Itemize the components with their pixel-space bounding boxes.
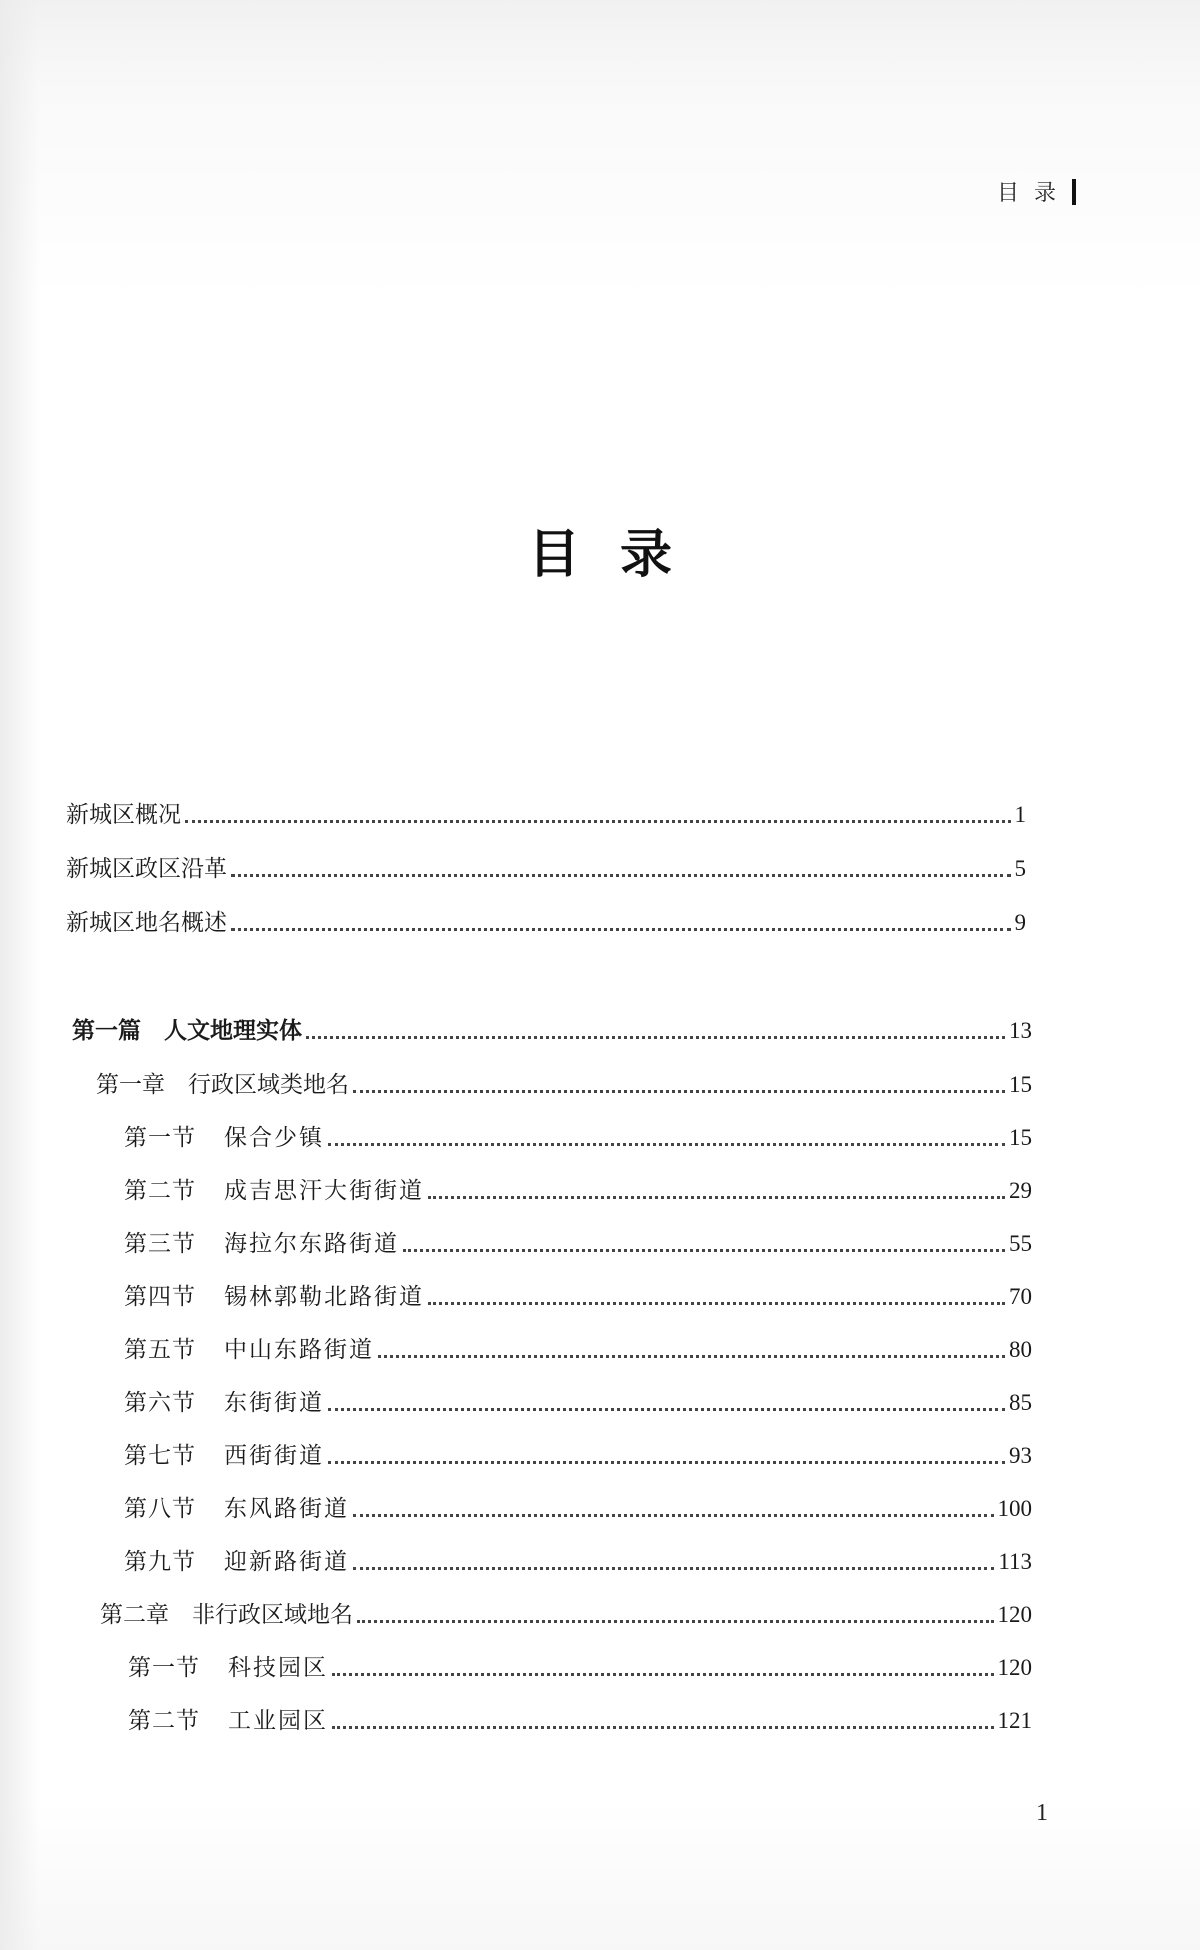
toc-leader-dots	[428, 1282, 1005, 1305]
toc-entry-page: 1	[1014, 802, 1026, 827]
toc-entry-label: 保合少镇	[224, 1125, 324, 1151]
toc-section-entry	[124, 1331, 1032, 1365]
toc-section-number: 第七节	[124, 1443, 196, 1469]
toc-entry-label: 迎新路街道	[224, 1549, 349, 1575]
toc-entry-page: 85	[1009, 1390, 1032, 1415]
toc-entry-page: 113	[998, 1549, 1032, 1574]
toc-section-entry	[128, 1649, 1032, 1683]
running-head-bar	[1072, 179, 1076, 205]
toc-section-number: 第三节	[124, 1231, 196, 1257]
toc-section-number: 第一节	[124, 1125, 196, 1151]
toc-entry	[66, 850, 1026, 884]
toc-entry-label: 工业园区	[228, 1708, 328, 1734]
toc-entry-page: 100	[997, 1496, 1032, 1521]
page-shadow	[0, 0, 40, 1950]
toc-leader-dots	[353, 1070, 1005, 1093]
toc-entry-label: 新城区政区沿革	[66, 856, 227, 882]
toc-section-number: 第五节	[124, 1337, 196, 1363]
toc-entry-page: 120	[997, 1602, 1032, 1627]
toc-entry-label: 新城区概况	[66, 802, 181, 828]
toc-section-number: 第六节	[124, 1390, 196, 1416]
toc-entry-page: 80	[1009, 1337, 1032, 1362]
toc-section-entry	[128, 1702, 1032, 1736]
toc-entry-label: 东街街道	[224, 1390, 324, 1416]
toc-entry-page: 70	[1009, 1284, 1032, 1309]
toc-section-entry	[124, 1172, 1032, 1206]
toc-section-entry	[124, 1490, 1032, 1524]
toc-leader-dots	[306, 1016, 1005, 1039]
running-head-text: 目 录	[997, 181, 1060, 206]
toc-leader-dots	[357, 1600, 994, 1623]
toc-part-entry	[72, 1012, 1032, 1046]
toc-entry-label: 第一章 行政区域类地名	[96, 1072, 349, 1098]
toc-entry-page: 120	[997, 1655, 1032, 1680]
toc-leader-dots	[332, 1653, 994, 1676]
toc-section-number: 第二节	[124, 1178, 196, 1204]
page-title: 目录	[527, 524, 712, 585]
toc-section-entry	[124, 1119, 1032, 1153]
toc-leader-dots	[328, 1123, 1005, 1146]
toc-chapter-entry	[100, 1596, 1032, 1630]
toc-entry	[66, 904, 1026, 938]
toc-entry-label: 第二章 非行政区域地名	[100, 1602, 353, 1628]
toc-leader-dots	[231, 908, 1011, 931]
toc-section-entry	[124, 1278, 1032, 1312]
toc-leader-dots	[353, 1494, 994, 1517]
toc-section-number: 第一节	[128, 1655, 200, 1681]
toc-entry-label: 新城区地名概述	[66, 910, 227, 936]
toc-entry-label: 锡林郭勒北路街道	[224, 1284, 424, 1310]
page-number: 1	[1036, 1800, 1048, 1826]
toc-section-entry	[124, 1543, 1032, 1577]
toc-leader-dots	[403, 1229, 1005, 1252]
toc-entry-label: 东风路街道	[224, 1496, 349, 1522]
toc-section-number: 第四节	[124, 1284, 196, 1310]
toc-leader-dots	[332, 1706, 994, 1729]
toc-entry-label: 西街街道	[224, 1443, 324, 1469]
toc-entry-page: 121	[997, 1708, 1032, 1733]
toc-entry-page: 55	[1009, 1231, 1032, 1256]
running-head	[997, 176, 1076, 207]
toc-entry-page: 93	[1009, 1443, 1032, 1468]
toc-entry	[66, 796, 1026, 830]
toc-section-number: 第八节	[124, 1496, 196, 1522]
toc-entry-page: 13	[1009, 1018, 1032, 1043]
toc-leader-dots	[378, 1335, 1005, 1358]
toc-entry-label: 成吉思汗大街街道	[224, 1178, 424, 1204]
toc-section-entry	[124, 1437, 1032, 1471]
toc-entry-page: 9	[1014, 910, 1026, 935]
toc-entry-page: 29	[1009, 1178, 1032, 1203]
toc-section-entry	[124, 1225, 1032, 1259]
toc-leader-dots	[428, 1176, 1005, 1199]
toc-leader-dots	[185, 800, 1011, 823]
toc-entry-label: 中山东路街道	[224, 1337, 374, 1363]
toc-section-entry	[124, 1384, 1032, 1418]
toc-leader-dots	[328, 1388, 1005, 1411]
toc-entry-page: 5	[1014, 856, 1026, 881]
toc-section-number: 第九节	[124, 1549, 196, 1575]
toc-entry-label: 科技园区	[228, 1655, 328, 1681]
toc-leader-dots	[353, 1547, 994, 1570]
toc-entry-page: 15	[1009, 1072, 1032, 1097]
toc-leader-dots	[328, 1441, 1005, 1464]
toc-entry-page: 15	[1009, 1125, 1032, 1150]
toc-entry-label: 海拉尔东路街道	[224, 1231, 399, 1257]
toc-entry-label: 第一篇 人文地理实体	[72, 1017, 302, 1044]
toc-chapter-entry	[96, 1066, 1032, 1100]
toc-leader-dots	[231, 854, 1011, 877]
toc-section-number: 第二节	[128, 1708, 200, 1734]
